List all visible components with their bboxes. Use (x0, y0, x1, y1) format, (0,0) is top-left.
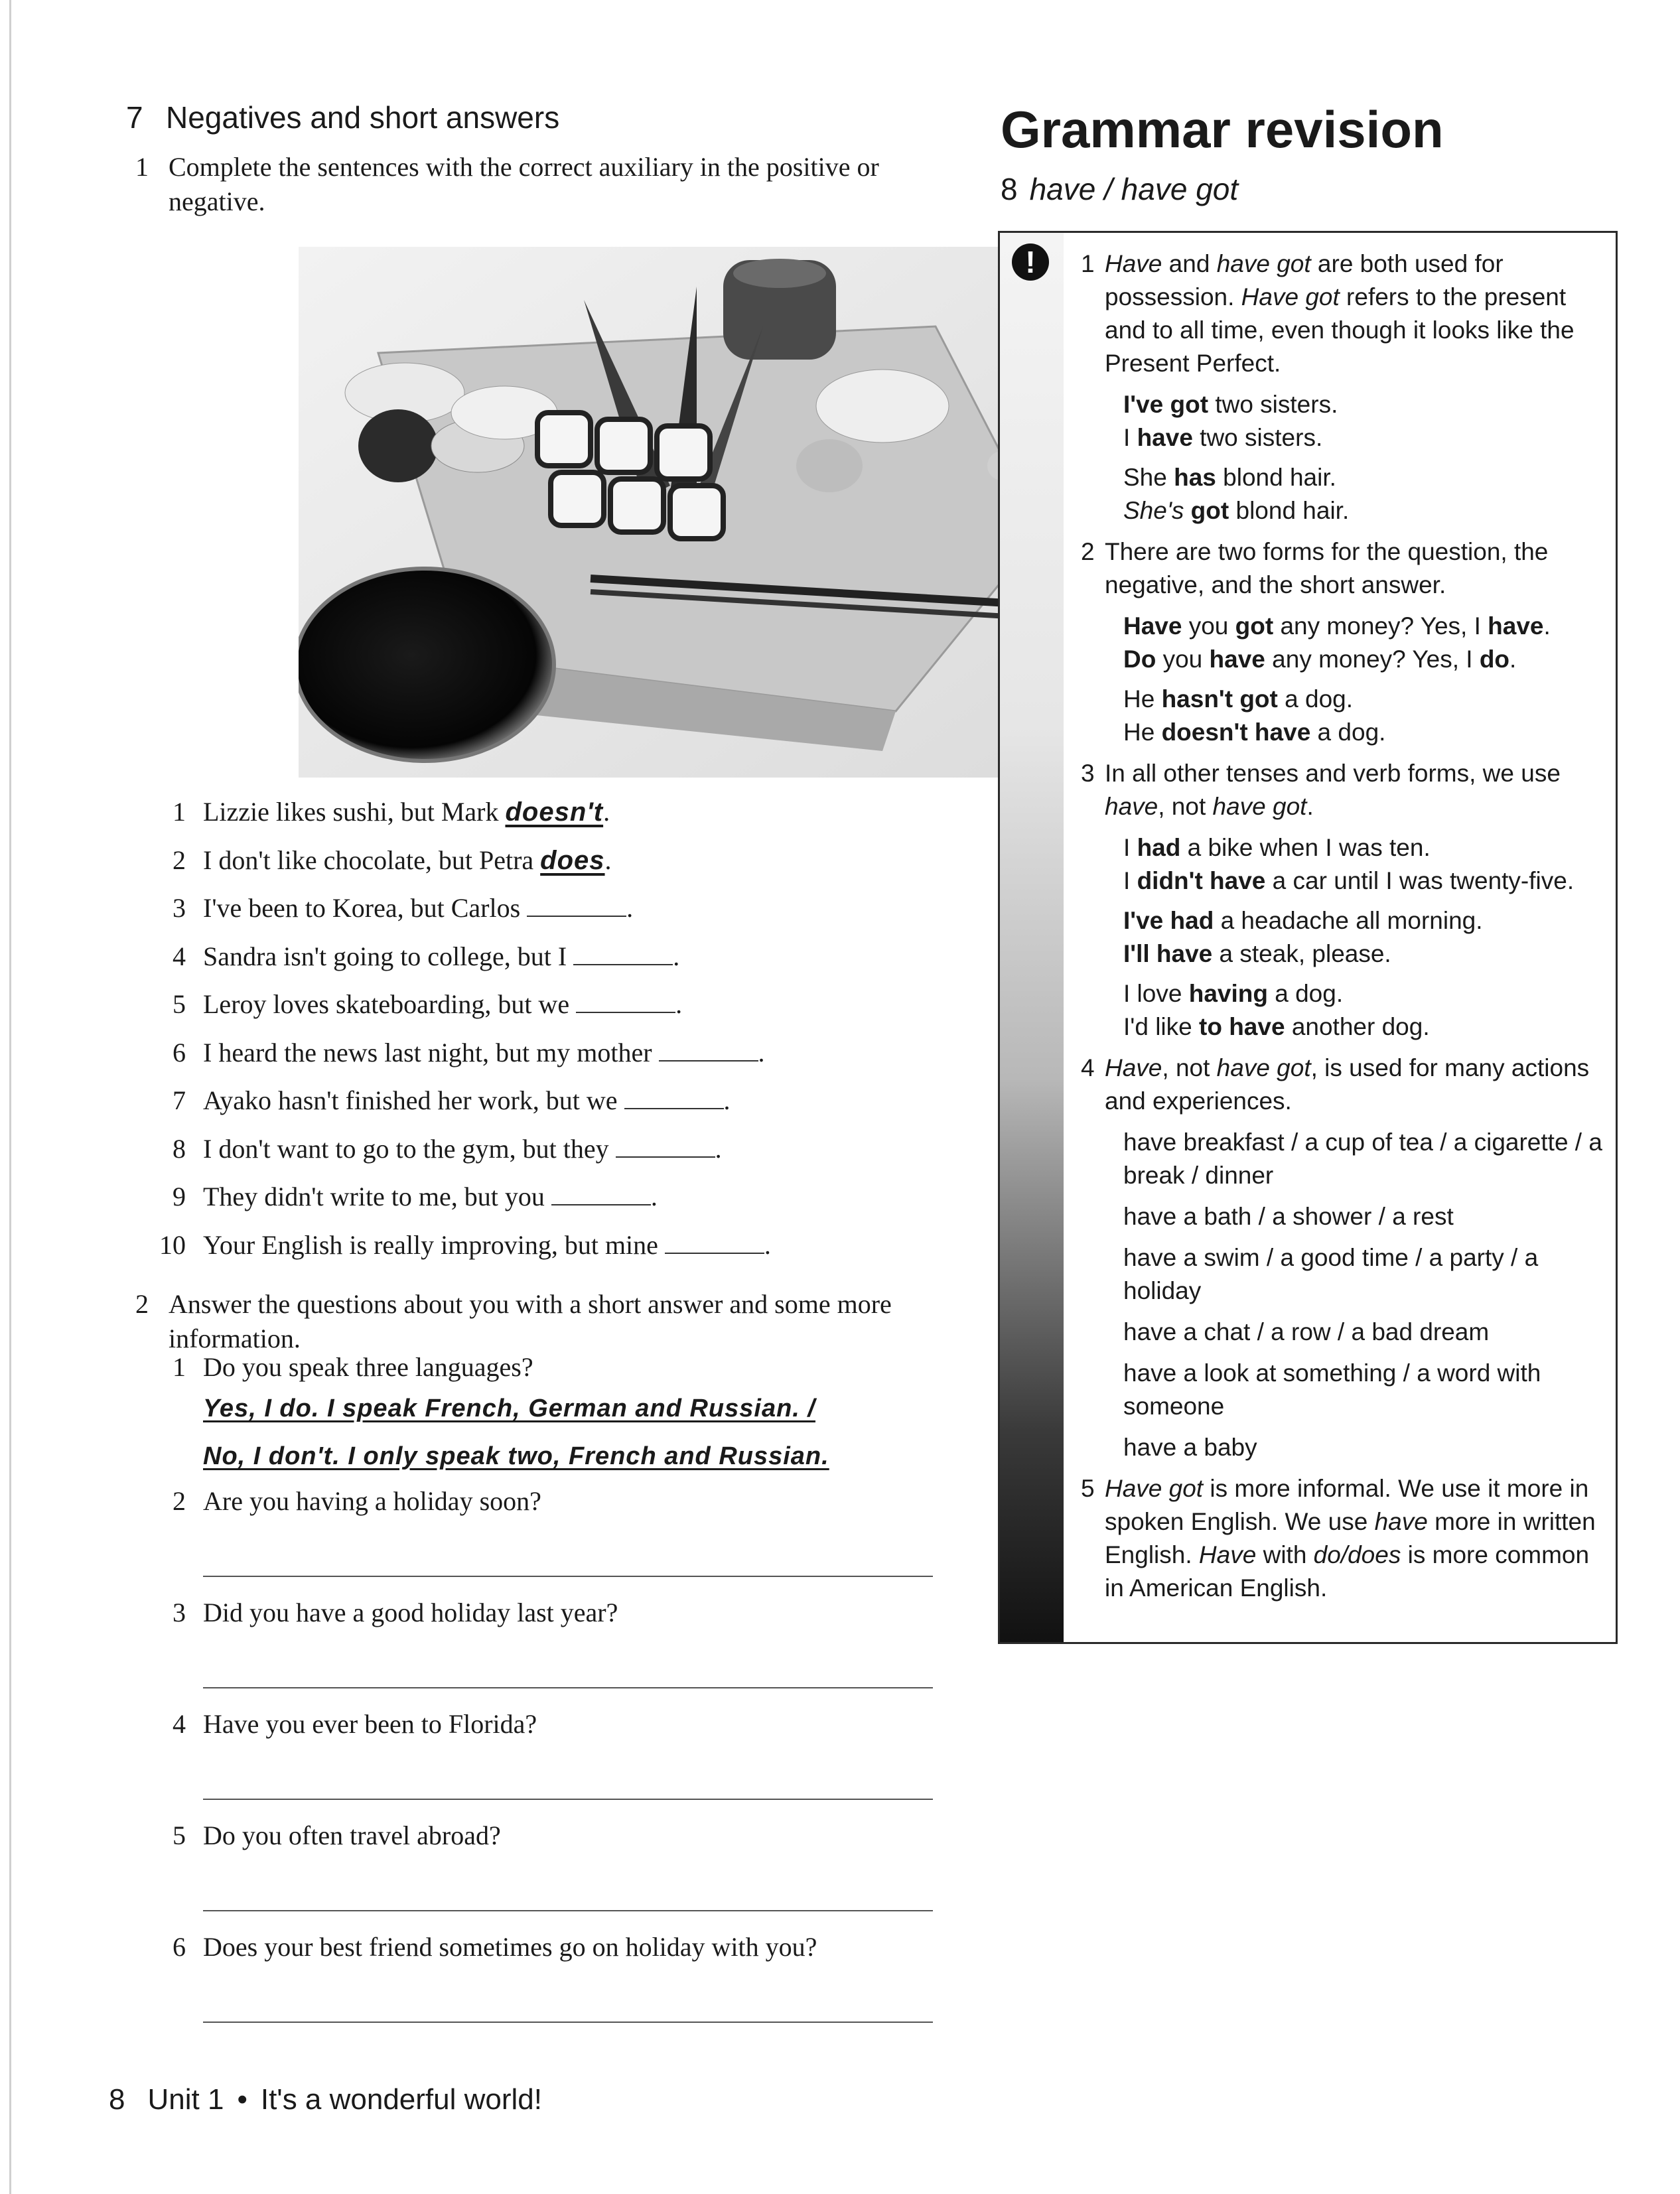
item-sentence (203, 891, 633, 926)
exercise-2-instruction (126, 1287, 942, 1356)
list-item (126, 939, 942, 988)
item-sentence (203, 1228, 771, 1263)
sentence-end: . (715, 1133, 722, 1164)
example (1123, 421, 1608, 454)
item-number: 1 (173, 797, 186, 827)
answer-blank[interactable] (665, 1233, 764, 1254)
left-column (126, 100, 942, 1962)
example-bold: having (1188, 980, 1268, 1007)
item-number: 1 (173, 1352, 186, 1382)
example (1123, 716, 1608, 749)
subtitle-text: have / have got (1029, 172, 1239, 206)
footer-separator: • (237, 2083, 247, 2116)
rule-4 (1077, 1052, 1608, 1118)
rule-term: Have (1198, 1541, 1257, 1568)
rule-text (1105, 757, 1608, 823)
rule-2 (1077, 535, 1608, 602)
example-text: She (1123, 464, 1174, 491)
example-bold: hasn't got (1161, 685, 1278, 713)
rule-term: Have got (1241, 283, 1340, 310)
answer-line[interactable] (203, 1853, 933, 1911)
rule-term: have got (1216, 1054, 1311, 1081)
rule-fragment: , not (1162, 1054, 1217, 1081)
example-text: a dog. (1277, 685, 1354, 713)
example: have a chat / a row / a bad dream (1123, 1318, 1490, 1345)
item-number: 6 (173, 1932, 186, 1962)
list-item (126, 1132, 942, 1180)
answer-line[interactable] (203, 1964, 933, 2023)
rule-fragment: more in written English. (1105, 1508, 1596, 1568)
rule-fragment: refers to the present and to all time, even though it looks like the Present Perfect. (1105, 283, 1575, 377)
rule-term: have (1374, 1508, 1428, 1535)
handwritten-answer: Yes, I do. I speak French, German and Russian. / (203, 1395, 815, 1422)
example-italic: She's (1123, 497, 1184, 524)
list-item (126, 843, 942, 892)
example-bold: have (1488, 612, 1544, 640)
example-text: a dog. (1310, 719, 1386, 746)
example: have a look at something / a word with someone (1123, 1359, 1541, 1420)
answer-blank[interactable] (551, 1184, 651, 1205)
sentence-end: . (626, 893, 634, 923)
example-bold: got (1235, 612, 1274, 640)
sentence-text: I heard the news last night, but my mother (203, 1037, 659, 1067)
item-number: 6 (173, 1037, 186, 1067)
sentence-text: Ayako hasn't finished her work, but we (203, 1085, 624, 1115)
page-number: 8 (109, 2083, 125, 2116)
example (1123, 937, 1608, 971)
rule-3 (1077, 757, 1608, 823)
rule-text (1105, 1052, 1608, 1118)
item-sentence (203, 1036, 765, 1070)
example (1123, 831, 1608, 864)
list-item (126, 891, 942, 939)
rule-fragment: is more common in American English. (1105, 1541, 1590, 1602)
item-number: 3 (173, 1598, 186, 1627)
rule-fragment: , is used for many actions and experiences. (1105, 1054, 1590, 1115)
answer-line[interactable] (203, 1630, 933, 1688)
question-item (126, 1596, 942, 1630)
sentence-text: I don't want to go to the gym, but they (203, 1133, 616, 1164)
example-text: a headache all morning. (1214, 907, 1483, 934)
sentence-text: Leroy loves skateboarding, but we (203, 989, 577, 1019)
rule-1-examples (1123, 388, 1608, 527)
rule-5 (1077, 1472, 1608, 1605)
list-item (126, 1228, 942, 1276)
example-text: a car until I was twenty-five. (1265, 867, 1575, 894)
example (1123, 610, 1608, 643)
answer-blank[interactable] (624, 1088, 724, 1109)
answer-line[interactable] (203, 1742, 933, 1800)
grammar-box-side-bar (1000, 233, 1064, 1642)
rule-term: Have got (1105, 1475, 1204, 1502)
rule-fragment: and (1162, 250, 1217, 277)
sentence-text: I don't like chocolate, but Petra (203, 845, 541, 875)
item-number: 5 (173, 989, 186, 1019)
question-item (126, 1484, 942, 1519)
exercise-1-instruction (126, 150, 942, 219)
example-text: a steak, please. (1212, 940, 1391, 967)
question-item (126, 1930, 942, 1964)
rule-text (1105, 247, 1608, 380)
rule-1 (1077, 247, 1608, 380)
unit-title: It's a wonderful world! (260, 2083, 542, 2116)
example-text: you (1182, 612, 1235, 640)
rule-text (1105, 1472, 1608, 1605)
answer-blank[interactable] (616, 1136, 715, 1158)
exclamation-icon: ! (1012, 243, 1049, 281)
example (1123, 643, 1608, 676)
example-bold: do (1479, 646, 1510, 673)
grammar-subtitle (1001, 171, 1624, 207)
exercise-2-list (126, 1350, 942, 2023)
subtitle-number: 8 (1001, 172, 1018, 206)
exercise-number: 2 (135, 1289, 149, 1319)
rule-number: 5 (1081, 1475, 1095, 1502)
rule-term: have got (1216, 250, 1311, 277)
example-text: blond hair. (1216, 464, 1336, 491)
grammar-box (998, 231, 1618, 1644)
item-sentence (203, 987, 682, 1022)
example: have a baby (1123, 1434, 1257, 1461)
example-text: another dog. (1285, 1013, 1430, 1040)
rule-term: Have (1105, 1054, 1162, 1081)
example-text: . (1509, 646, 1517, 673)
example (1123, 683, 1608, 716)
rule-4-examples (1123, 1126, 1608, 1464)
example (1123, 977, 1608, 1010)
example (1123, 494, 1608, 527)
example-bold: I've got (1123, 391, 1209, 418)
example-text: He (1123, 685, 1162, 713)
rule-number: 1 (1081, 250, 1095, 277)
item-number: 8 (173, 1133, 186, 1164)
example-text: blond hair. (1229, 497, 1350, 524)
exercise-1-list (126, 795, 942, 1276)
example-bold: Have (1123, 612, 1182, 640)
example-text: a bike when I was ten. (1180, 834, 1431, 861)
example-bold: to have (1199, 1013, 1285, 1040)
question-text: Have you ever been to Florida? (203, 1709, 537, 1739)
item-number: 10 (159, 1229, 186, 1260)
example-text: I (1123, 424, 1137, 451)
handwritten-answer: doesn't (505, 797, 604, 827)
sentence-text: Lizzie likes sushi, but Mark (203, 797, 506, 827)
example (1123, 388, 1608, 421)
example-text: I love (1123, 980, 1189, 1007)
example-text: a dog. (1267, 980, 1344, 1007)
handwritten-answer: does (540, 845, 605, 875)
answer-blank[interactable] (573, 944, 673, 965)
example-text: . (1543, 612, 1551, 640)
example-text: any money? Yes, I (1265, 646, 1480, 673)
example: have breakfast / a cup of tea / a cigarette / a break / dinner (1123, 1129, 1602, 1189)
example-text: two sisters. (1192, 424, 1323, 451)
section-number: 7 (126, 100, 143, 135)
section-title (126, 100, 942, 138)
rule-2-examples (1123, 610, 1608, 749)
answer-blank[interactable] (659, 1040, 758, 1062)
example: have a bath / a shower / a rest (1123, 1203, 1454, 1230)
question-item (126, 1707, 942, 1742)
example-bold: I'll have (1123, 940, 1213, 967)
example (1123, 904, 1608, 937)
list-item (126, 1036, 942, 1084)
sentence-end: . (604, 845, 612, 875)
page-footer (109, 2083, 542, 2116)
rule-number: 2 (1081, 538, 1095, 565)
sentence-text: I've been to Korea, but Carlos (203, 893, 527, 923)
page-gutter-line (9, 0, 11, 2194)
rule-fragment: In all other tenses and verb forms, we use (1105, 760, 1561, 787)
item-sentence (203, 1180, 658, 1214)
grammar-rules (1077, 247, 1608, 1613)
item-number: 4 (173, 941, 186, 971)
rule-term: have (1105, 793, 1158, 820)
item-number: 5 (173, 1820, 186, 1850)
question-item (126, 1818, 942, 1853)
item-number: 2 (173, 1486, 186, 1516)
rule-fragment: with (1256, 1541, 1314, 1568)
item-sentence (203, 843, 612, 878)
list-item (126, 1083, 942, 1132)
sentence-text: Your English is really improving, but mine (203, 1229, 665, 1260)
rule-text: There are two forms for the question, the negative, and the short answer. (1105, 538, 1549, 598)
rule-number: 3 (1081, 760, 1095, 787)
example-text: I'd like (1123, 1013, 1199, 1040)
answer-blank[interactable] (527, 896, 626, 917)
sentence-end: . (758, 1037, 765, 1067)
list-item (126, 1180, 942, 1228)
section-heading: Negatives and short answers (166, 100, 560, 135)
question-text: Are you having a holiday soon? (203, 1486, 541, 1516)
sentence-text: Sandra isn't going to college, but I (203, 941, 574, 971)
instruction-text: Answer the questions about you with a short answer and some more information. (169, 1289, 892, 1353)
item-number: 2 (173, 845, 186, 875)
example-bold: I've had (1123, 907, 1214, 934)
sentence-end: . (673, 941, 680, 971)
sushi-photo (299, 247, 1055, 778)
question-text: Does your best friend sometimes go on holiday with you? (203, 1932, 817, 1962)
list-item (126, 987, 942, 1036)
right-column (1001, 100, 1624, 207)
example-bold: had (1137, 834, 1181, 861)
question-text: Do you often travel abroad? (203, 1820, 501, 1850)
example-bold: have (1209, 646, 1265, 673)
item-number: 3 (173, 893, 186, 923)
example-text: He (1123, 719, 1162, 746)
list-item (126, 795, 942, 843)
rule-term: do/does (1313, 1541, 1401, 1568)
sentence-end: . (723, 1085, 731, 1115)
example-text: I (1123, 867, 1137, 894)
sentence-end: . (603, 797, 610, 827)
item-number: 9 (173, 1182, 186, 1211)
example-bold: got (1184, 497, 1229, 524)
question-text: Did you have a good holiday last year? (203, 1598, 618, 1627)
answer-blank[interactable] (576, 992, 675, 1013)
sentence-end: . (675, 989, 683, 1019)
example (1123, 461, 1608, 494)
example-bold: didn't have (1137, 867, 1266, 894)
question-item (126, 1350, 942, 1385)
rule-fragment: , not (1158, 793, 1213, 820)
rule-number: 4 (1081, 1054, 1095, 1081)
unit-label: Unit 1 (147, 2083, 224, 2116)
example-text: you (1156, 646, 1210, 673)
example (1123, 864, 1608, 898)
item-sentence (203, 939, 679, 974)
item-number: 4 (173, 1709, 186, 1739)
sentence-end: . (764, 1229, 771, 1260)
exercise-number: 1 (135, 152, 149, 182)
example-text: any money? Yes, I (1273, 612, 1488, 640)
example: have a swim / a good time / a party / a holiday (1123, 1244, 1539, 1304)
example-bold: doesn't have (1161, 719, 1311, 746)
example-text: I (1123, 834, 1137, 861)
handwritten-answer: No, I don't. I only speak two, French and Russian. (203, 1442, 829, 1470)
grammar-revision-title: Grammar revision (1001, 100, 1444, 159)
item-number: 7 (173, 1085, 186, 1115)
answer-line[interactable] (203, 1519, 933, 1577)
example (1123, 1010, 1608, 1044)
sentence-text: They didn't write to me, but you (203, 1182, 551, 1211)
instruction-text: Complete the sentences with the correct auxiliary in the positive or negative. (169, 152, 879, 216)
item-sentence (203, 1083, 731, 1118)
rule-fragment: is more informal. We use it more in spoken English. We use (1105, 1475, 1589, 1535)
question-text: Do you speak three languages? (203, 1352, 533, 1382)
sushi-illustration (299, 247, 1055, 778)
item-sentence (203, 1132, 722, 1166)
example-bold: Do (1123, 646, 1156, 673)
example-bold: has (1174, 464, 1216, 491)
rule-fragment: . (1306, 793, 1314, 820)
sentence-end: . (650, 1182, 658, 1211)
rule-fragment: are both used for possession. (1105, 250, 1504, 310)
rule-3-examples (1123, 831, 1608, 1044)
rule-term: have got (1212, 793, 1307, 820)
example-text: two sisters. (1208, 391, 1338, 418)
item-sentence (203, 795, 610, 829)
example-bold: have (1137, 424, 1193, 451)
rule-term: Have (1105, 250, 1162, 277)
